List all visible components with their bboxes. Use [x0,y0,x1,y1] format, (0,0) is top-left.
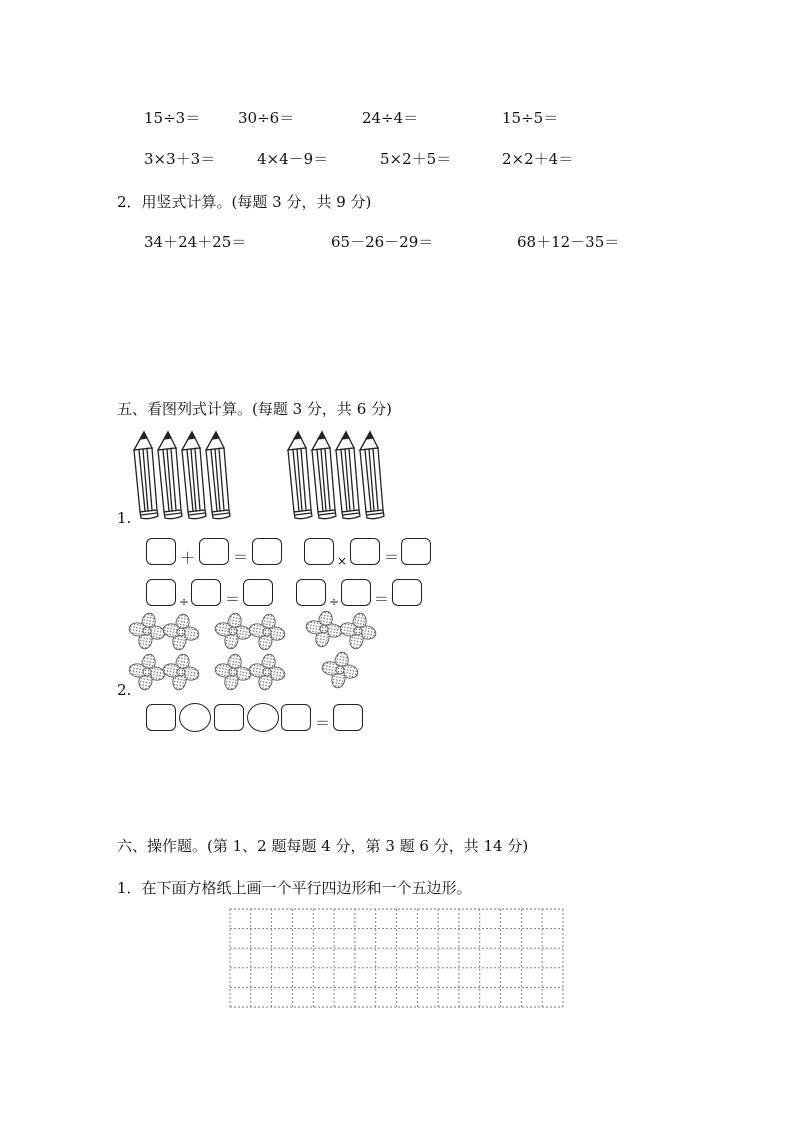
times-sign: × [337,554,348,568]
answer-box[interactable] [401,538,431,565]
oral-problem: 5×2＋5＝ [380,150,452,168]
section-5-title: 五、看图列式计算。(每题 3 分，共 6 分) [117,400,392,418]
flower-cluster-icon [128,612,388,694]
grid-paper[interactable] [230,909,564,1008]
oral-problem: 15÷3＝ [144,109,201,127]
answer-box[interactable] [146,704,176,731]
answer-box[interactable] [146,579,176,606]
oral-problem: 2×2＋4＝ [502,150,574,168]
equals-sign: ＝ [374,590,390,608]
operator-circle[interactable] [179,703,211,732]
equals-sign: ＝ [384,548,400,566]
equals-sign: ＝ [315,714,331,732]
answer-box[interactable] [392,579,422,606]
vertical-calc-problem: 65－26－29＝ [331,233,434,251]
section-6-question-1: 1．在下面方格纸上画一个平行四边形和一个五边形。 [117,879,472,897]
oral-problem: 3×3＋3＝ [144,150,216,168]
oral-problem: 30÷6＝ [238,109,295,127]
vertical-calc-problem: 68＋12－35＝ [517,233,620,251]
pencil-group-right-icon [284,430,394,522]
answer-box[interactable] [191,579,221,606]
answer-box[interactable] [341,579,371,606]
divide-sign: ÷ [329,595,340,609]
answer-box[interactable] [252,538,282,565]
oral-problem: 24÷4＝ [362,109,419,127]
answer-box[interactable] [214,704,244,731]
oral-problem: 4×4－9＝ [257,150,329,168]
oral-problem: 15÷5＝ [502,109,559,127]
answer-box[interactable] [146,538,176,565]
equals-sign: ＝ [233,548,249,566]
section-6-title: 六、操作题。(第 1、2 题每题 4 分，第 3 题 6 分，共 14 分) [117,837,529,855]
problem-2-label: 2. [117,681,132,699]
answer-box[interactable] [333,704,363,731]
answer-box[interactable] [281,704,311,731]
equals-sign: ＝ [225,590,241,608]
answer-box[interactable] [243,579,273,606]
question-2-title: 2．用竖式计算。(每题 3 分，共 9 分) [117,193,372,211]
answer-box[interactable] [304,538,334,565]
operator-circle[interactable] [247,703,279,732]
answer-box[interactable] [296,579,326,606]
answer-box[interactable] [350,538,380,565]
plus-sign: ＋ [180,549,196,567]
divide-sign: ÷ [179,595,190,609]
vertical-calc-problem: 34＋24＋25＝ [144,233,247,251]
answer-box[interactable] [199,538,229,565]
problem-1-label: 1. [117,509,132,527]
pencil-group-left-icon [130,430,240,522]
